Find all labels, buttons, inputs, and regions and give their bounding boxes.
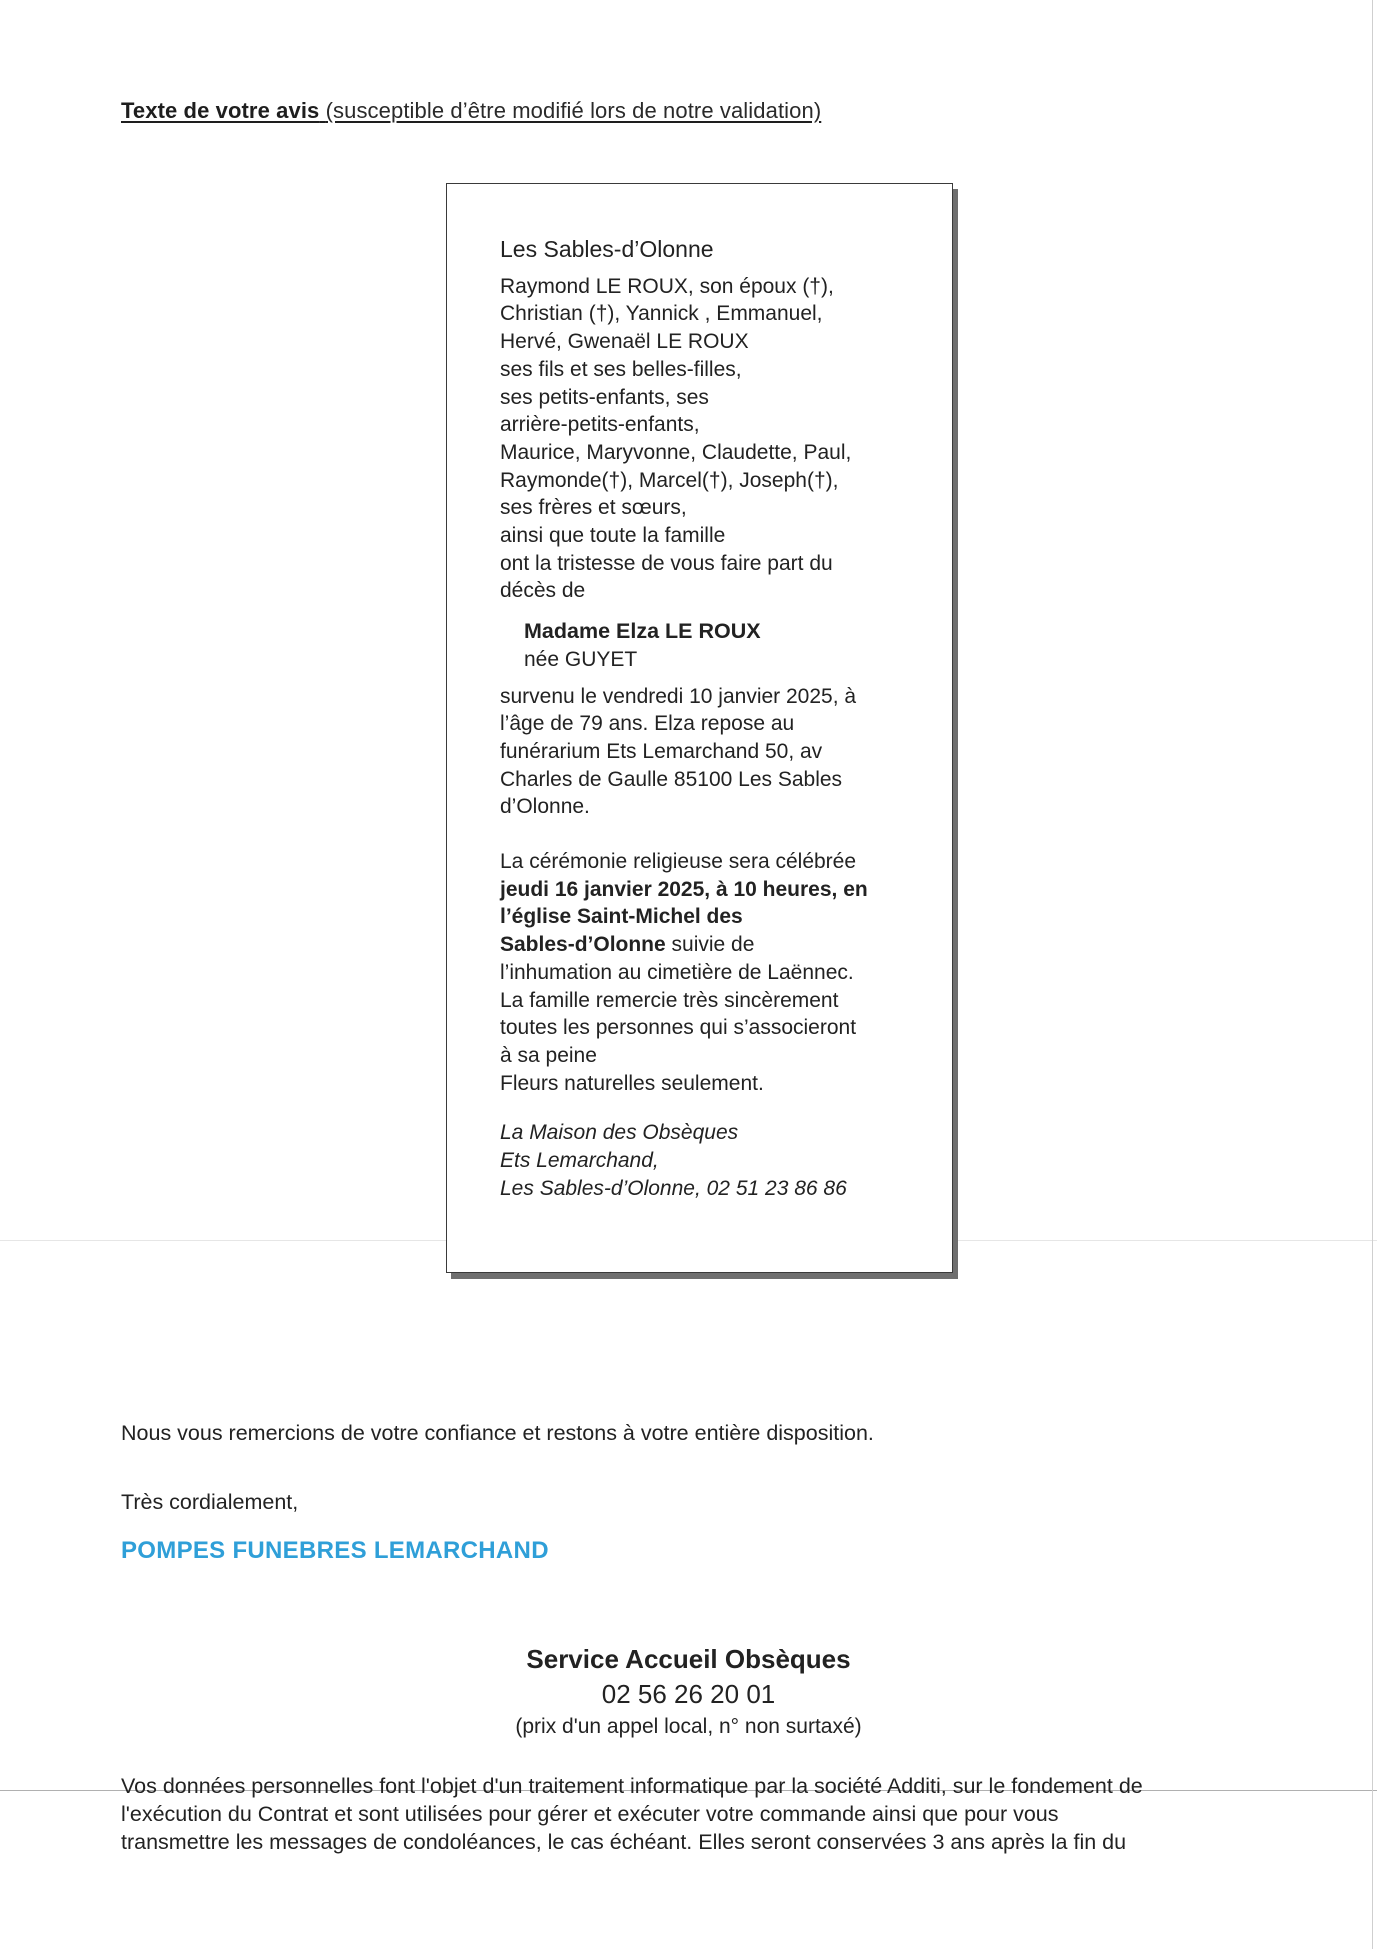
ceremony-line: toutes les personnes qui s’associeront: [500, 1016, 857, 1040]
ceremony-line: l’inhumation au cimetière de Laënnec.: [500, 960, 854, 984]
closing-text: Très cordialement,: [121, 1490, 299, 1514]
family-line: Raymonde(†), Marcel(†), Joseph(†),: [500, 468, 839, 492]
notice-heading-title: Texte de votre avis: [121, 98, 320, 123]
family-line: ses fils et ses belles-filles,: [500, 357, 742, 381]
family-line: ses frères et sœurs,: [500, 496, 687, 520]
ceremony-church: l’église Saint-Michel des: [500, 905, 743, 929]
privacy-notice: [121, 1772, 1271, 1856]
family-line: ainsi que toute la famille: [500, 524, 726, 548]
family-line: arrière-petits-enfants,: [500, 413, 700, 437]
privacy-line: Vos données personnelles font l'objet d'un traitement informatique par la société Additi, sur le fondement de: [121, 1774, 1143, 1798]
obituary-notice-box: [446, 183, 953, 1273]
ceremony-line: à sa peine: [500, 1043, 597, 1067]
family-line: Hervé, Gwenaël LE ROUX: [500, 330, 749, 354]
privacy-line: transmettre les messages de condoléances, le cas échéant. Elles seront conservées 3 ans après la fin du: [121, 1830, 1127, 1854]
deceased-name: Madame Elza LE ROUX: [524, 619, 761, 644]
death-line: d’Olonne.: [500, 795, 590, 819]
ceremony-line: Fleurs naturelles seulement.: [500, 1071, 764, 1095]
service-note: (prix d'un appel local, n° non surtaxé): [515, 1715, 862, 1738]
death-line: funérarium Ets Lemarchand 50, av: [500, 739, 823, 763]
death-line: l’âge de 79 ans. Elza repose au: [500, 712, 795, 736]
signature-line: La Maison des Obsèques: [500, 1121, 739, 1145]
paragraph-gap: [500, 821, 930, 848]
notice-heading-note: (susceptible d’être modifié lors de notre validation): [325, 98, 822, 123]
company-name: POMPES FUNEBRES LEMARCHAND: [121, 1537, 549, 1564]
ceremony-date: jeudi 16 janvier 2025, à 10 heures, en: [500, 877, 868, 901]
signature-line: Ets Lemarchand,: [500, 1149, 659, 1173]
deceased-birthname: née GUYET: [524, 647, 638, 671]
death-line: survenu le vendredi 10 janvier 2025, à: [500, 684, 857, 708]
notice-signature: [500, 1119, 930, 1202]
service-phone: 02 56 26 20 01: [601, 1679, 776, 1709]
family-line: ses petits-enfants, ses: [500, 385, 709, 409]
family-line: Christian (†), Yannick , Emmanuel,: [500, 302, 823, 326]
deceased-block: [524, 618, 930, 673]
service-title: Service Accueil Obsèques: [526, 1644, 851, 1674]
family-line: Raymond LE ROUX, son époux (†),: [500, 274, 834, 298]
family-line: ont la tristesse de vous faire part du: [500, 551, 833, 575]
family-announcement: [500, 273, 930, 605]
ceremony-town: Sables-d’Olonne: [500, 933, 666, 957]
ceremony-line: La famille remercie très sincèrement: [500, 988, 839, 1012]
notice-place: Les Sables-d’Olonne: [500, 236, 714, 262]
family-line: décès de: [500, 579, 586, 603]
thanks-text: Nous vous remercions de votre confiance et restons à votre entière disposition.: [121, 1421, 874, 1445]
ceremony-tail: suivie de: [665, 933, 755, 957]
death-details: [500, 683, 930, 822]
death-line: Charles de Gaulle 85100 Les Sables: [500, 767, 843, 791]
obituary-text: [500, 236, 930, 1203]
family-line: Maurice, Maryvonne, Claudette, Paul,: [500, 440, 852, 464]
ceremony-line: [500, 931, 930, 959]
signature-line: Les Sables-d’Olonne, 02 51 23 86 86: [500, 1176, 847, 1200]
ceremony-line: La cérémonie religieuse sera célébrée: [500, 850, 857, 874]
notice-heading: [121, 98, 821, 124]
ceremony-details: [500, 848, 930, 1097]
privacy-line: l'exécution du Contrat et sont utilisées pour gérer et exécuter votre commande ainsi que pour vous: [121, 1802, 1059, 1826]
